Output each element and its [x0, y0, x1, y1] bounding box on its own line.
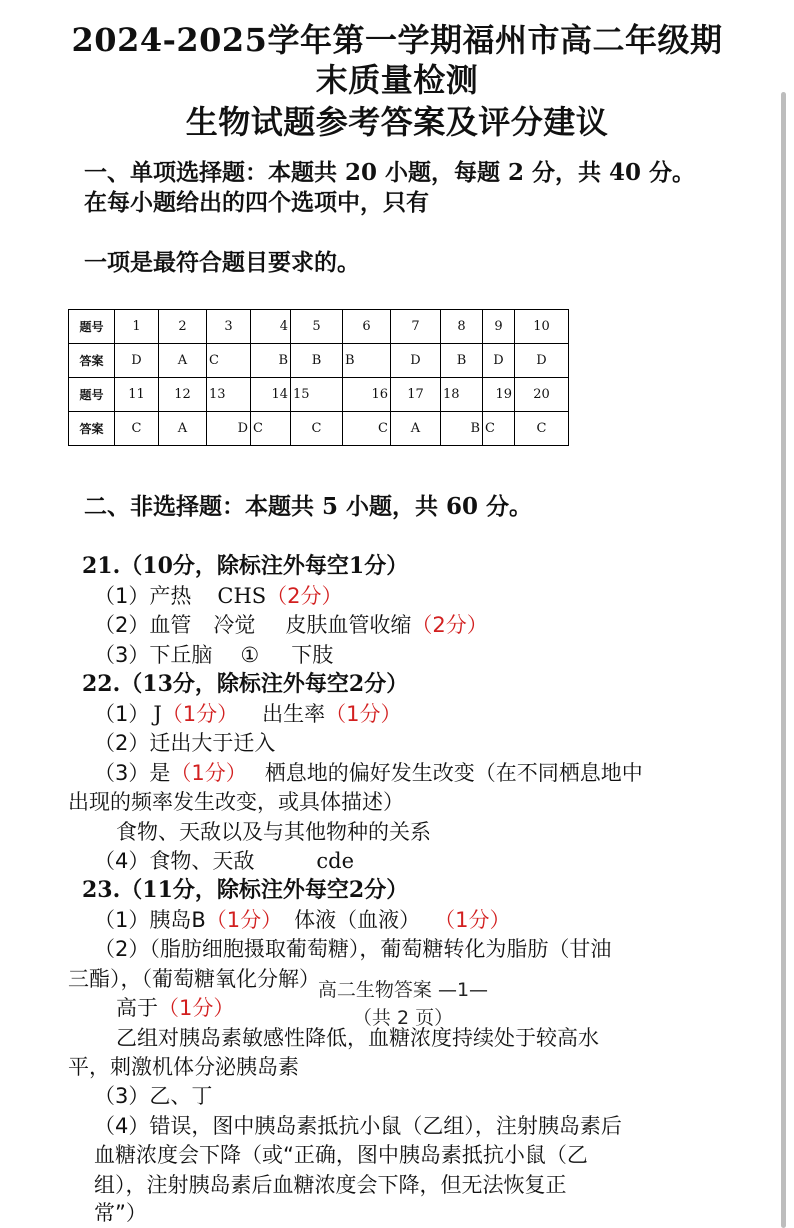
answer-text: （1）	[94, 702, 150, 726]
answer-text: 出生率	[262, 702, 326, 726]
q23-line11: 常”）	[94, 1201, 147, 1225]
q23-line3: 三酯），（葡萄糖氧化分解）	[68, 967, 320, 991]
table-cell: C	[115, 412, 159, 446]
q22-line2: （2）迁出大于迁入	[94, 731, 276, 755]
table-cell: 4	[251, 310, 291, 344]
table-cell: 5	[291, 310, 343, 344]
answer-text: （1）胰岛B	[94, 908, 206, 932]
q23-line5: 乙组对胰岛素敏感性降低，血糖浓度持续处于较高水	[116, 1026, 599, 1050]
table-cell: 18	[441, 378, 483, 412]
q23-line6: 平，刺激机体分泌胰岛素	[68, 1055, 299, 1079]
table-cell: C	[343, 412, 391, 446]
table-row	[69, 378, 569, 412]
table-cell: D	[115, 344, 159, 378]
score-note: （1分）	[205, 908, 283, 932]
table-row	[69, 344, 569, 378]
section2-heading: 二、非选择题：本题共 5 小题，共 60 分。	[84, 493, 533, 520]
score-note: （1分）	[434, 908, 511, 932]
score-note: （1分）	[325, 702, 402, 726]
answer-text: （4）食物、天敌	[94, 849, 255, 873]
q23-line1	[94, 905, 511, 935]
doc-title-line3: 生物试题参考答案及评分建议	[185, 103, 609, 141]
table-cell: 20	[515, 378, 569, 412]
q23-line7: （3）乙、丁	[94, 1084, 213, 1108]
answer-text: （1）产热	[94, 584, 192, 608]
q23-line10: 组），注射胰岛素后血糖浓度会下降，但无法恢复正	[94, 1173, 567, 1197]
q22-line4: 出现的频率发生改变，或具体描述）	[68, 790, 404, 814]
table-cell: 9	[483, 310, 515, 344]
table-cell: 13	[207, 378, 251, 412]
table-cell: D	[391, 344, 441, 378]
table-cell: 2	[159, 310, 207, 344]
score-note: （1分）	[161, 702, 239, 726]
table-cell: C	[291, 412, 343, 446]
scrollbar[interactable]	[781, 92, 786, 1228]
answer-text: 冷觉	[213, 613, 256, 637]
q23-line8: （4）错误，图中胰岛素抵抗小鼠（乙组），注射胰岛素后	[94, 1114, 622, 1138]
table-header-cell: 题号	[69, 378, 115, 412]
footer-page-count: （共 2 页）	[352, 1007, 454, 1029]
table-cell: 16	[343, 378, 391, 412]
q23-line4	[116, 993, 234, 1023]
table-cell: 12	[159, 378, 207, 412]
answer-text: ①	[240, 643, 260, 667]
q22-line5: 食物、天敌以及与其他物种的关系	[116, 820, 431, 844]
score-note: （2分）	[411, 613, 488, 637]
answer-text: cde	[316, 849, 355, 873]
q23-line9: 血糖浓度会下降（或“正确，图中胰岛素抵抗小鼠（乙	[94, 1143, 588, 1167]
table-cell: 7	[391, 310, 441, 344]
table-cell: B	[441, 344, 483, 378]
answer-text: CHS	[217, 584, 267, 608]
section1-line2: 在每小题给出的四个选项中，只有	[84, 189, 429, 216]
doc-title-line2: 末质量检测	[315, 61, 479, 99]
section1-heading: 一、单项选择题：本题共 20 小题，每题 2 分，共 40 分。	[84, 159, 696, 186]
table-header-cell: 题号	[69, 310, 115, 344]
table-cell: C	[515, 412, 569, 446]
answer-text: 体液（血液）	[294, 908, 421, 932]
table-cell: 19	[483, 378, 515, 412]
q23-heading: 23.（11分，除标注外每空2分）	[82, 877, 409, 903]
answer-text: 下肢	[291, 643, 334, 667]
answer-text: （3）下丘脑	[94, 643, 213, 667]
table-cell: B	[251, 344, 291, 378]
page-footer	[288, 976, 518, 1032]
footer-page-label: 高二生物答案 —1—	[317, 979, 489, 1001]
q22-heading: 22.（13分，除标注外每空2分）	[82, 671, 409, 697]
q22-line6	[94, 846, 354, 876]
q22-line1	[94, 699, 402, 729]
answer-text: J	[153, 702, 162, 726]
table-row	[69, 412, 569, 446]
answer-text: （2）血管	[94, 613, 192, 637]
table-cell: D	[207, 412, 251, 446]
table-cell: C	[251, 412, 291, 446]
score-note: （1分）	[170, 761, 247, 785]
doc-title-line1: 2024-2025学年第一学期福州市高二年级期	[71, 21, 723, 59]
table-cell: D	[483, 344, 515, 378]
table-cell: D	[515, 344, 569, 378]
answer-text: 皮肤血管收缩	[285, 613, 412, 637]
q21-heading: 21.（10分，除标注外每空1分）	[82, 553, 409, 579]
q22-line3	[94, 758, 643, 788]
q21-line3	[94, 640, 333, 670]
table-cell: 3	[207, 310, 251, 344]
table-cell: 15	[291, 378, 343, 412]
answer-text: 高于	[116, 996, 158, 1020]
table-header-cell: 答案	[69, 412, 115, 446]
table-cell: B	[343, 344, 391, 378]
table-cell: A	[159, 344, 207, 378]
table-cell: 8	[441, 310, 483, 344]
table-cell: B	[291, 344, 343, 378]
table-cell: 10	[515, 310, 569, 344]
table-cell: C	[483, 412, 515, 446]
q21-line1	[94, 581, 343, 611]
score-note: （1分）	[158, 996, 235, 1020]
score-note: （2分）	[266, 584, 343, 608]
table-cell: 1	[115, 310, 159, 344]
table-cell: 6	[343, 310, 391, 344]
table-cell: 14	[251, 378, 291, 412]
table-cell: 17	[391, 378, 441, 412]
answer-table	[68, 309, 569, 446]
table-cell: B	[441, 412, 483, 446]
table-cell: A	[391, 412, 441, 446]
q23-line2: （2）（脂肪细胞摄取葡萄糖），葡萄糖转化为脂肪（甘油	[94, 937, 612, 961]
q21-line2	[94, 610, 488, 640]
table-cell: C	[207, 344, 251, 378]
answer-text: （3）是	[94, 761, 171, 785]
section1-line3: 一项是最符合题目要求的。	[84, 249, 360, 276]
table-cell: 11	[115, 378, 159, 412]
table-row	[69, 310, 569, 344]
table-header-cell: 答案	[69, 344, 115, 378]
table-cell: A	[159, 412, 207, 446]
answer-text: 栖息地的偏好发生改变（在不同栖息地中	[264, 761, 643, 785]
